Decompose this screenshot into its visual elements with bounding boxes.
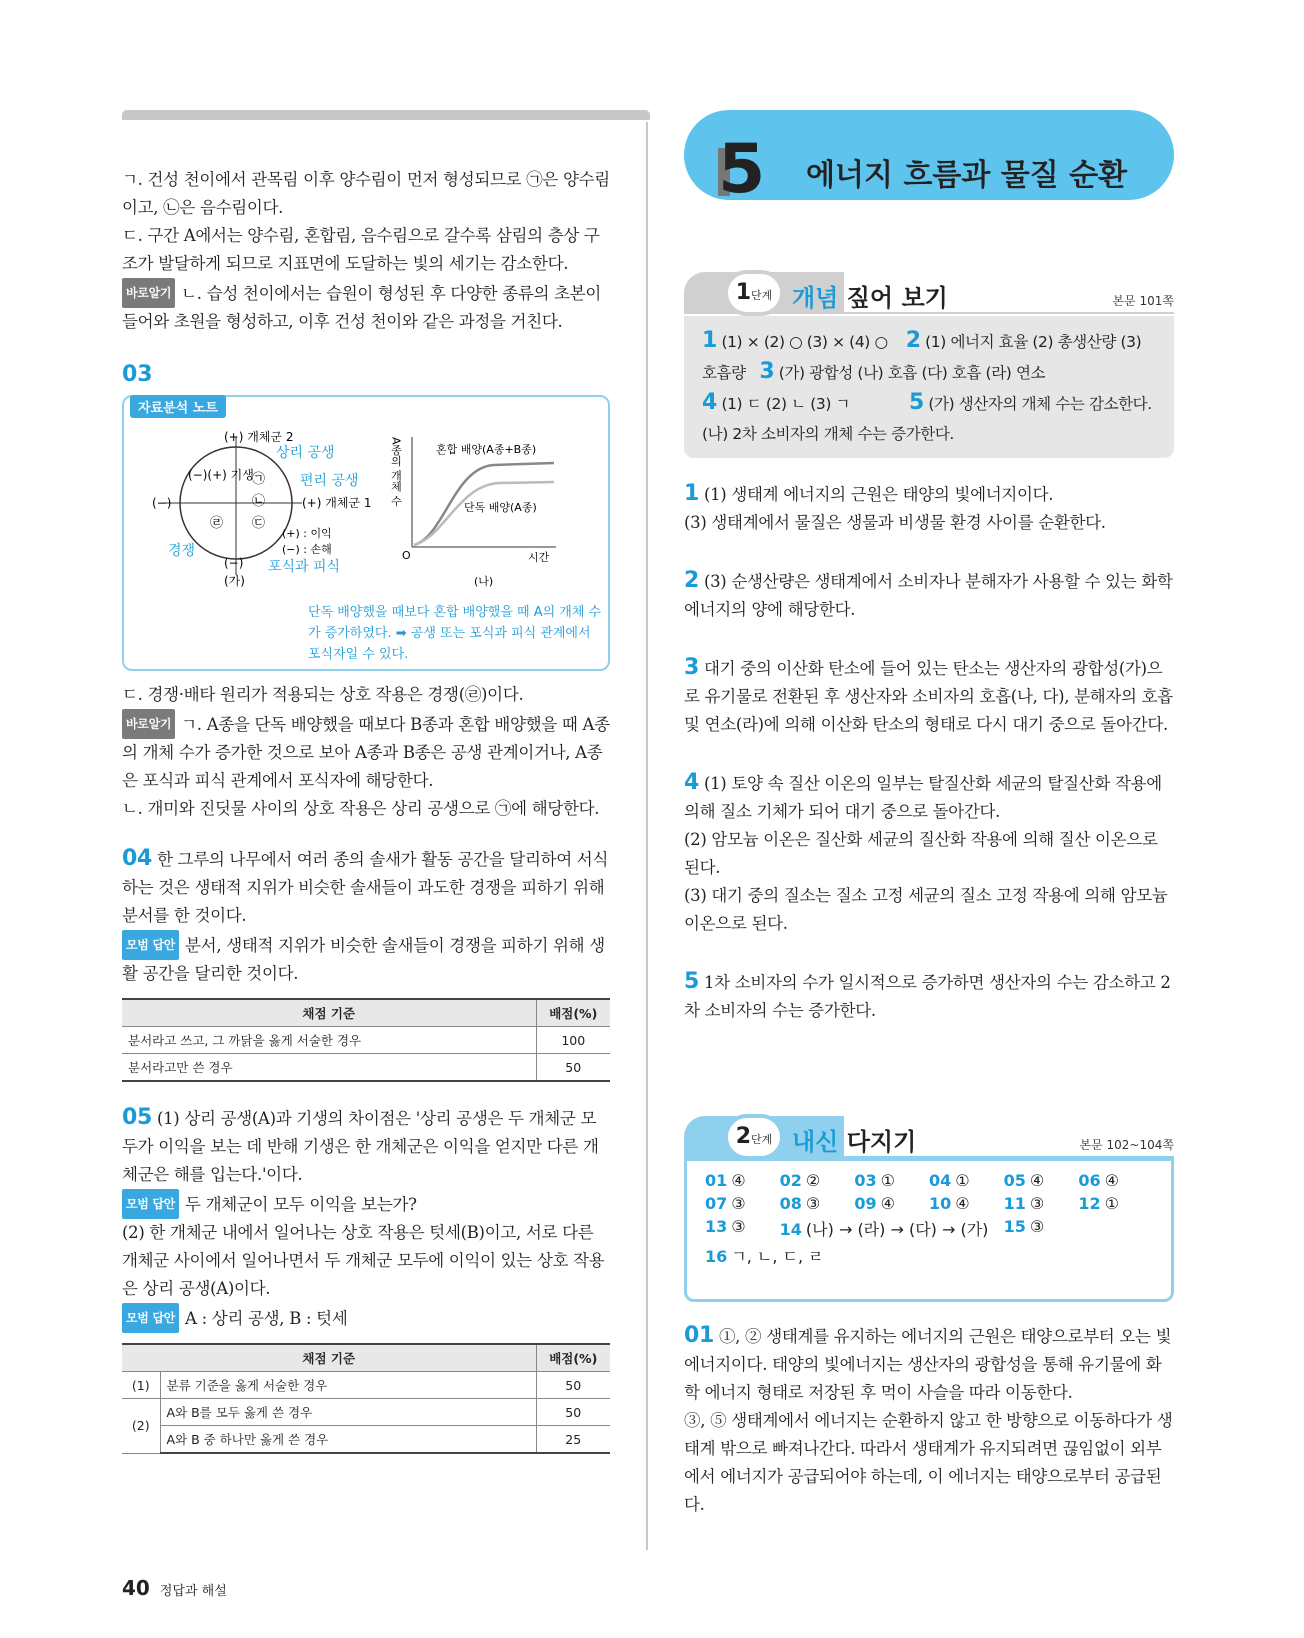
- answer-item: [705, 1217, 780, 1240]
- circle-1: ㉠: [252, 472, 266, 487]
- paragraph: ㄱ. 건성 천이에서 관목림 이후 양수림이 먼저 형성되므로 ㉠은 양수림이고, ㉡은 음수림이다.: [122, 170, 610, 217]
- answer-value: ①: [880, 1171, 895, 1190]
- answer-item: [705, 1171, 780, 1190]
- paragraph-text: ㄴ. 습성 천이에서는 습원이 형성된 후 다양한 종류의 초본이 들어와 초원을 형성하고, 이후 건성 천이와 같은 과정을 거친다.: [122, 284, 602, 331]
- left-column: [122, 166, 610, 1454]
- stage-unit: 단계: [751, 1133, 773, 1146]
- paragraph: [122, 1303, 610, 1333]
- stage-unit: 단계: [751, 289, 773, 302]
- explanation-5: [684, 968, 1174, 1025]
- paragraph: ㄷ. 경쟁·배타 원리가 적용되는 상호 작용은 경쟁(㉣)이다.: [122, 685, 524, 704]
- top-bar: [122, 110, 650, 120]
- stage-ref: 본문 102~104쪽: [1079, 1138, 1174, 1152]
- cell: 25: [536, 1426, 610, 1454]
- stage-title-a: 내신: [792, 1128, 839, 1156]
- answer-item: [780, 1217, 1004, 1240]
- answer-item: [929, 1171, 1004, 1190]
- cell: 분서라고 쓰고, 그 까닭을 옳게 서술한 경우: [122, 1027, 536, 1054]
- answer-item: [854, 1194, 929, 1213]
- answer-number: 16: [705, 1247, 728, 1266]
- circle-2: ㉡: [252, 494, 266, 509]
- table-row: [122, 1426, 610, 1454]
- graph-xlabel: 시간: [528, 551, 550, 564]
- answer-number: 05: [1003, 1171, 1026, 1190]
- answer-number: 14: [779, 1220, 802, 1239]
- explanation-4: [684, 769, 1174, 938]
- answer-number: 10: [928, 1194, 952, 1213]
- answer-value: ④: [880, 1194, 895, 1213]
- column-divider: [646, 122, 648, 1550]
- graph-mixed-label: 혼합 배양(A종+B종): [436, 443, 537, 456]
- answer-item: [1004, 1171, 1079, 1190]
- label-comp: 경쟁: [168, 543, 196, 559]
- paragraph: [122, 1104, 610, 1189]
- paragraph: (2) 한 개체군 내에서 일어나는 상호 작용은 텃세(B)이고, 서로 다른 개체군 사이에서 일어나면서 두 개체군 모두에 이익이 있는 상호 작용은 상리 공생(A)이다.: [122, 1223, 605, 1298]
- explanation-text: (1) 토양 속 질산 이온의 일부는 탈질산화 세균의 탈질산화 작용에 의해 질소 기체가 되어 대기 중으로 돌아간다.: [684, 774, 1162, 821]
- stage-1-header: [684, 272, 1174, 314]
- cell: (1): [122, 1372, 160, 1399]
- th-score: 배점(%): [536, 999, 610, 1027]
- analysis-note: [122, 395, 610, 671]
- answer-number: 03: [854, 1171, 877, 1190]
- explanation-num: 5: [684, 969, 700, 994]
- answer-item: [1078, 1171, 1153, 1190]
- answer-item: [780, 1194, 855, 1213]
- answer-value: (나) → (라) → (다) → (가): [805, 1220, 989, 1239]
- answer-num: 5: [908, 390, 924, 415]
- answer-value: ③: [1029, 1217, 1045, 1236]
- cell: A와 B 중 하나만 옳게 쓴 경우: [160, 1426, 536, 1454]
- answer-value: ④: [731, 1171, 746, 1190]
- answer-number: 06: [1078, 1171, 1101, 1190]
- label-ga: (가): [224, 574, 245, 588]
- stage-2-header: [684, 1116, 1174, 1158]
- answer-grid-box: [684, 1158, 1174, 1302]
- cell: (2): [122, 1399, 160, 1454]
- stage-number: 2: [735, 1124, 752, 1149]
- paragraph: ㄷ. 구간 A에서는 양수림, 혼합림, 음수림으로 갈수록 삼림의 층상 구조가 발달하게 되므로 지표면에 도달하는 빛의 세기는 감소한다.: [122, 226, 600, 273]
- answer-num: 2: [905, 328, 921, 353]
- graph-single-label: 단독 배양(A종): [464, 501, 537, 514]
- paragraph-text: (1) 상리 공생(A)과 기생의 차이점은 '상리 공생은 두 개체군 모두가 이익을 보는 데 반해 기생은 한 개체군은 이익을 얻지만 다른 개체군은 해를 입는다.'이다.: [122, 1109, 599, 1184]
- page-footer: [122, 1576, 227, 1600]
- label-comm: 편리 공생: [300, 473, 359, 489]
- answer-text: (1) 에너지 효율 (2) 총생산량 (3) 호흡량: [702, 333, 1142, 382]
- tag-model: 모범 답안: [122, 1189, 179, 1219]
- explanation-text: ③, ⑤ 생태계에서 에너지는 순환하지 않고 한 방향으로 이동하다가 생태계 밖으로 빠져나간다. 따라서 생태계가 유지되려면 끊임없이 외부에서 에너지가 공급되어야 하는데, 이 에너지는 태양으로부터 공급된다.: [684, 1411, 1173, 1514]
- label-plus2: (+) 개체군 2: [224, 430, 294, 444]
- answer-item: [705, 1194, 780, 1213]
- answer-number: 02: [779, 1171, 802, 1190]
- answer-item: [1004, 1194, 1079, 1213]
- answer-text: (1) × (2) ○ (3) × (4) ○: [721, 333, 888, 351]
- stage-badge: [724, 1114, 784, 1160]
- tag-model: 모범 답안: [122, 1303, 179, 1333]
- answer-item: [705, 1244, 1153, 1267]
- paragraph: [122, 1189, 610, 1219]
- paragraph-text: 두 개체군이 모두 이익을 보는가?: [185, 1195, 417, 1214]
- answer-value: ③: [731, 1217, 746, 1236]
- right-explanations: [684, 480, 1174, 1055]
- explanation-text: (1) 생태계 에너지의 근원은 태양의 빛에너지이다.: [703, 485, 1054, 504]
- paragraph-text: A : 상리 공생, B : 텃세: [185, 1309, 348, 1328]
- explanation-num: 4: [684, 770, 700, 795]
- note-tag: 자료분석 노트: [130, 395, 226, 418]
- answer-value: ④: [955, 1194, 970, 1213]
- paragraph: [122, 930, 610, 988]
- answer-value: ④: [1104, 1171, 1119, 1190]
- table-row: [122, 1399, 610, 1426]
- explanation-1: [684, 480, 1174, 537]
- explanation-text: ①, ② 생태계를 유지하는 에너지의 근원은 태양으로부터 오는 빛에너지이다. 태양의 빛에너지는 생산자의 광합성을 통해 유기물에 화학 에너지 형태로 저장된 후 먹이 사슬을 따라 이동한다.: [684, 1327, 1172, 1402]
- th-criteria: 채점 기준: [122, 999, 536, 1027]
- answer-number: 08: [779, 1194, 802, 1213]
- answer-value: ④: [1029, 1171, 1045, 1190]
- page-number: 40: [122, 1576, 150, 1600]
- graph-origin: O: [402, 549, 411, 562]
- note-text: 단독 배양했을 때보다 혼합 배양했을 때 A의 개체 수가 증가하였다. ➡ 공생 또는 포식과 피식 관계에서 포식자일 수 있다.: [308, 605, 602, 662]
- answer-number: 07: [705, 1194, 728, 1213]
- paragraph: [122, 278, 610, 336]
- answer-number: 04: [928, 1171, 952, 1190]
- answer-value: ①: [955, 1171, 970, 1190]
- table-row: [122, 1054, 610, 1082]
- graph-na: (나): [474, 575, 494, 588]
- answer-text: (가) 광합성 (나) 호흡 (다) 호흡 (라) 연소: [778, 364, 1046, 382]
- answer-number: 12: [1078, 1194, 1101, 1213]
- stage-title-a: 개념: [792, 284, 839, 312]
- circle-4: ㉣: [210, 516, 224, 531]
- answer-value: ②: [805, 1171, 821, 1190]
- paragraph-text: ㄱ. A종을 단독 배양했을 때보다 B종과 혼합 배양했을 때 A종의 개체 수가 증가한 것으로 보아 A종과 B종은 공생 관계이거나, A종은 포식과 피식 관계에서 포식자에 해당한다.: [122, 715, 610, 790]
- answer-value: ①: [1104, 1194, 1119, 1213]
- chapter-number: 5: [718, 130, 766, 209]
- explanation-num: 3: [684, 655, 700, 680]
- legend-plus: (+) : 이익: [282, 527, 332, 540]
- cell: 50: [536, 1054, 610, 1082]
- stage-ref: 본문 101쪽: [1112, 294, 1174, 308]
- explanation-text: (2) 암모늄 이온은 질산화 세균의 질산화 작용에 의해 질산 이온으로 된다.: [684, 830, 1158, 877]
- label-pred: 포식과 피식: [268, 559, 341, 575]
- tag-baro: 바로알기: [122, 278, 175, 308]
- question-number: 01: [684, 1323, 715, 1348]
- stage-badge: [724, 270, 784, 316]
- final-explanation: [684, 1322, 1174, 1519]
- legend-minus: (−) : 손해: [282, 543, 332, 556]
- chapter-title: 에너지 흐름과 물질 순환: [806, 158, 1128, 193]
- explanation-text: 1차 소비자의 수가 일시적으로 증가하면 생산자의 수는 감소하고 2차 소비자의 수는 증가한다.: [684, 973, 1171, 1020]
- scoring-table-2: [122, 1343, 610, 1454]
- answer-item: [780, 1171, 855, 1190]
- answer-item: [1078, 1194, 1153, 1213]
- label-minus2: (−): [224, 556, 244, 570]
- explanation-num: 2: [684, 568, 700, 593]
- stage-title-b: 짚어 보기: [838, 284, 948, 312]
- footer-label: 정답과 해설: [159, 1584, 227, 1599]
- explanation-2: [684, 567, 1174, 624]
- question-number: 03: [122, 362, 153, 387]
- answer-number: 11: [1003, 1194, 1026, 1213]
- stage-line: [834, 312, 1174, 314]
- paragraph: ㄴ. 개미와 진딧물 사이의 상호 작용은 상리 공생으로 ㉠에 해당한다.: [122, 799, 600, 818]
- explanation-text: (3) 생태계에서 물질은 생물과 비생물 환경 사이를 순환한다.: [684, 513, 1106, 532]
- answer-num: 1: [702, 328, 717, 353]
- explanation-3: [684, 654, 1174, 739]
- table-row: [122, 1372, 610, 1399]
- cell: 분류 기준을 옳게 서술한 경우: [160, 1372, 536, 1399]
- answer-item: [854, 1171, 929, 1190]
- paragraph: [122, 845, 610, 930]
- circle-3: ㉢: [252, 516, 266, 531]
- stage-title: [792, 278, 948, 313]
- cell: A와 B를 모두 옳게 쓴 경우: [160, 1399, 536, 1426]
- answer-num: 4: [702, 390, 717, 415]
- explanation-text: 대기 중의 이산화 탄소에 들어 있는 탄소는 생산자의 광합성(가)으로 유기물로 전환된 후 생산자와 소비자의 호흡(나, 다), 분해자의 호흡 및 연소(라)에 의해 이산화 탄소의 형태로 다시 대기 중으로 돌아간다.: [684, 659, 1173, 734]
- table-row: [122, 1027, 610, 1054]
- stage-number: 1: [735, 280, 752, 305]
- answer-num: 3: [759, 359, 775, 384]
- scoring-table: [122, 998, 610, 1082]
- tag-baro: 바로알기: [122, 709, 175, 739]
- cell: 50: [536, 1372, 610, 1399]
- answer-item: [1004, 1217, 1079, 1240]
- label-para: (−)(+) 기생: [188, 468, 254, 482]
- label-mutual: 상리 공생: [276, 445, 335, 461]
- answer-value: ㄱ, ㄴ, ㄷ, ㄹ: [731, 1247, 824, 1266]
- answer-text: (1) ㄷ (2) ㄴ (3) ㄱ: [721, 395, 851, 413]
- answer-number: 09: [854, 1194, 877, 1213]
- answer-number: 01: [705, 1171, 728, 1190]
- question-number: 04: [122, 846, 153, 871]
- cell: 분서라고만 쓴 경우: [122, 1054, 536, 1082]
- paragraph: [122, 709, 610, 795]
- answer-value: ③: [731, 1194, 746, 1213]
- answer-number: 15: [1003, 1217, 1026, 1236]
- graph-ylabel: A종의 개체 수: [389, 437, 403, 507]
- th-criteria: 채점 기준: [122, 1344, 536, 1372]
- label-minus: (−): [152, 496, 172, 510]
- concept-answers: [684, 316, 1174, 458]
- answer-item: [929, 1194, 1004, 1213]
- explanation-text: (3) 순생산량은 생태계에서 소비자나 분해자가 사용할 수 있는 화학 에너지의 양에 해당한다.: [684, 572, 1173, 619]
- paragraph-text: 분서, 생태적 지위가 비슷한 솔새들이 경쟁을 피하기 위해 생활 공간을 달리한 것이다.: [122, 936, 605, 983]
- explanation-num: 1: [684, 481, 700, 506]
- cell: 50: [536, 1399, 610, 1426]
- stage-title: [792, 1122, 916, 1157]
- explanation-text: (3) 대기 중의 질소는 질소 고정 세균의 질소 고정 작용에 의해 암모늄 이온으로 된다.: [684, 886, 1168, 933]
- paragraph-text: 한 그루의 나무에서 여러 종의 솔새가 활동 공간을 달리하여 서식하는 것은 생태적 지위가 비슷한 솔새들이 과도한 경쟁을 피하기 위해 분서를 한 것이다.: [122, 850, 609, 925]
- answer-grid: [705, 1171, 1153, 1267]
- answer-value: ③: [1029, 1194, 1045, 1213]
- answer-text: (가) 생산자의 개체 수는 감소한다. (나) 2차 소비자의 개체 수는 증가한다.: [702, 395, 1152, 443]
- answer-value: ③: [805, 1194, 821, 1213]
- label-plus1: (+) 개체군 1: [302, 496, 372, 510]
- question-number: 05: [122, 1105, 153, 1130]
- stage-title-b: 다지기: [838, 1128, 917, 1156]
- answer-number: 13: [705, 1217, 728, 1236]
- tag-model: 모범 답안: [122, 930, 179, 960]
- cell: 100: [536, 1027, 610, 1054]
- th-score: 배점(%): [536, 1344, 610, 1372]
